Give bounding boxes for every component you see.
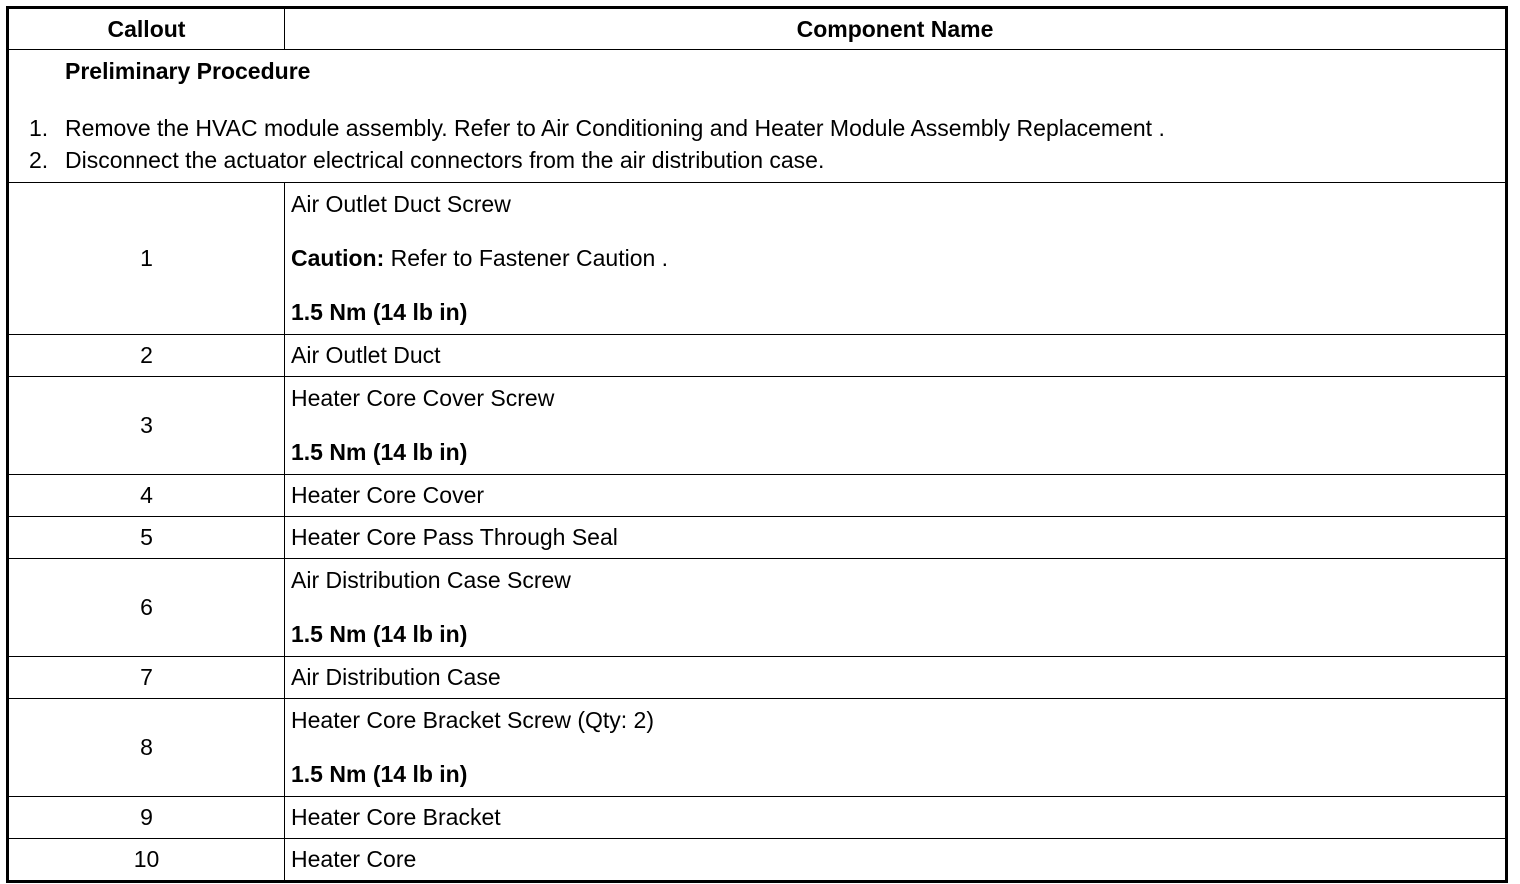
callout-cell: 3 [8, 377, 285, 475]
callout-cell: 9 [8, 797, 285, 839]
component-cell [285, 657, 1507, 699]
component-name: Air Outlet Duct [291, 342, 441, 368]
caution-note [291, 245, 1505, 272]
table-row [8, 657, 1507, 699]
preliminary-procedure-cell [8, 50, 1507, 183]
component-cell [285, 475, 1507, 517]
component-name: Heater Core Pass Through Seal [291, 524, 618, 550]
callout-cell: 5 [8, 517, 285, 559]
caution-label: Caution: [291, 245, 385, 271]
callout-cell: 6 [8, 559, 285, 657]
callout-cell: 1 [8, 183, 285, 335]
component-cell [285, 559, 1507, 657]
component-cell [285, 377, 1507, 475]
step-text: Remove the HVAC module assembly. Refer to Air Conditioning and Heater Module Assembly Replacement . [65, 115, 1165, 141]
callout-cell: 4 [8, 475, 285, 517]
component-name: Heater Core Bracket Screw (Qty: 2) [291, 707, 654, 733]
component-name: Air Outlet Duct Screw [291, 191, 511, 217]
caution-text: Refer to Fastener Caution . [384, 245, 669, 271]
component-name: Air Distribution Case [291, 664, 501, 690]
preliminary-steps [9, 112, 1505, 176]
table-row [8, 475, 1507, 517]
component-name-header: Component Name [285, 8, 1507, 50]
header-row [8, 8, 1507, 50]
component-name: Air Distribution Case Screw [291, 567, 571, 593]
step-text: Disconnect the actuator electrical connectors from the air distribution case. [65, 147, 825, 173]
torque-spec: 1.5 Nm (14 lb in) [291, 761, 468, 787]
step-number: 2. [29, 147, 49, 173]
callout-cell: 10 [8, 839, 285, 882]
table-row [8, 797, 1507, 839]
preliminary-procedure-row [8, 50, 1507, 183]
callout-cell: 7 [8, 657, 285, 699]
component-cell [285, 797, 1507, 839]
component-cell [285, 699, 1507, 797]
table-row [8, 839, 1507, 882]
preliminary-procedure-title: Preliminary Procedure [65, 58, 311, 84]
table-row [8, 699, 1507, 797]
table-row [8, 559, 1507, 657]
component-cell [285, 839, 1507, 882]
table-row [8, 517, 1507, 559]
table-row [8, 377, 1507, 475]
step-number: 1. [29, 115, 49, 141]
preliminary-step [9, 144, 1505, 176]
callout-cell: 2 [8, 335, 285, 377]
callout-header: Callout [8, 8, 285, 50]
component-name: Heater Core Cover [291, 482, 485, 508]
component-table [6, 6, 1508, 883]
component-cell [285, 335, 1507, 377]
callout-cell: 8 [8, 699, 285, 797]
table-row [8, 183, 1507, 335]
torque-spec: 1.5 Nm (14 lb in) [291, 621, 468, 647]
component-cell [285, 183, 1507, 335]
torque-spec: 1.5 Nm (14 lb in) [291, 299, 468, 325]
component-name: Heater Core Cover Screw [291, 385, 555, 411]
table-row [8, 335, 1507, 377]
component-cell [285, 517, 1507, 559]
preliminary-step [9, 112, 1505, 144]
torque-spec: 1.5 Nm (14 lb in) [291, 439, 468, 465]
component-name: Heater Core [291, 846, 417, 872]
component-name: Heater Core Bracket [291, 804, 501, 830]
